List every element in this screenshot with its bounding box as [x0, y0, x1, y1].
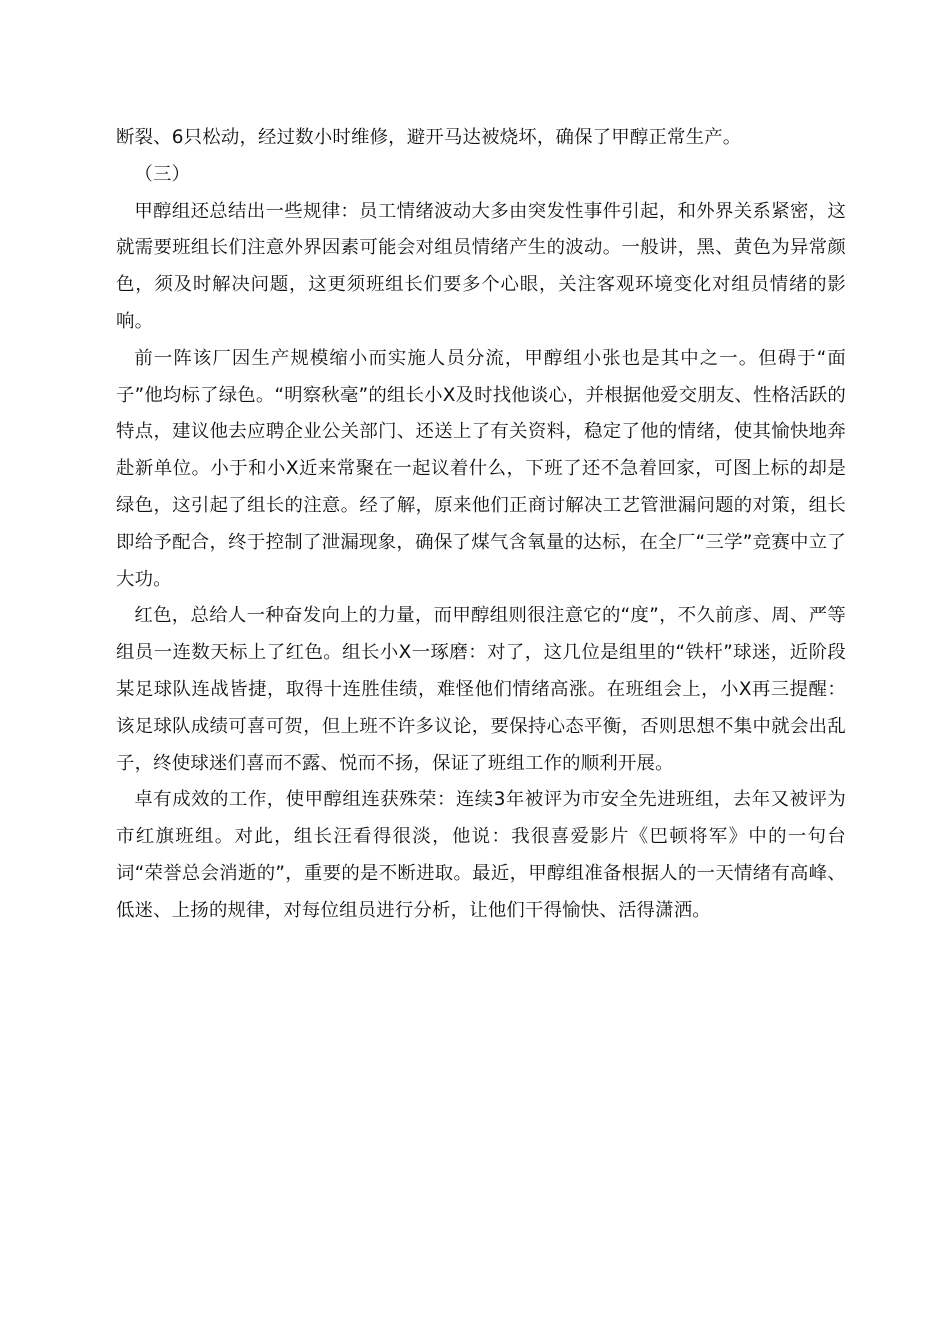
paragraph-rules: 甲醇组还总结出一些规律：员工情绪波动大多由突发性事件引起，和外界关系紧密，这就需要班组长们注意外界因素可能会对组员情绪产生的波动。一般讲，黑、黄色为异常颜色，须及时解决问题，这更须班组长们要多个心眼，关注客观环境变化对组员情绪的影响。	[116, 200, 846, 332]
paragraph-honors: 卓有成效的工作，使甲醇组连获殊荣：连续3年被评为市安全先进班组，去年又被评为市红旗班组。对此，组长汪看得很淡，他说：我很喜爱影片《巴顿将军》中的一句台词“荣誉总会消逝的”，重要的是不断进取。最近，甲醇组准备根据人的一天情绪有高峰、低迷、上扬的规律，对每位组员进行分析，让他们干得愉快、活得潇洒。	[116, 789, 846, 921]
paragraph-staff-diversion: 前一阵该厂因生产规模缩小而实施人员分流，甲醇组小张也是其中之一。但碍于“面子”他均标了绿色。“明察秋毫”的组长小X及时找他谈心，并根据他爱交朋友、性格活跃的特点，建议他去应聘企业公关部门、还送上了有关资料，稳定了他的情绪，使其愉快地奔赴新单位。小于和小X近来常聚在一起议着什么，下班了还不急着回家，可图上标的却是绿色，这引起了组长的注意。经了解，原来他们正商讨解决工艺管泄漏问题的对策，组长即给予配合，终于控制了泄漏现象，确保了煤气含氧量的达标，在全厂“三学”竞赛中立了大功。	[116, 347, 846, 590]
section-heading: （三）	[134, 163, 191, 185]
paragraph-continuation: 断裂、6只松动，经过数小时维修，避开马达被烧坏，确保了甲醇正常生产。	[116, 127, 742, 148]
document-body	[116, 120, 846, 930]
paragraph-red-color: 红色，总给人一种奋发向上的力量，而甲醇组则很注意它的“度”，不久前彦、周、严等组员一连数天标上了红色。组长小X一琢磨：对了，这几位是组里的“铁杆”球迷，近阶段某足球队连战皆捷，取得十连胜佳绩，难怪他们情绪高涨。在班组会上，小X再三提醒：该足球队成绩可喜可贺，但上班不许多议论，要保持心态平衡，否则思想不集中就会出乱子，终使球迷们喜而不露、悦而不扬，保证了班组工作的顺利开展。	[116, 605, 846, 774]
